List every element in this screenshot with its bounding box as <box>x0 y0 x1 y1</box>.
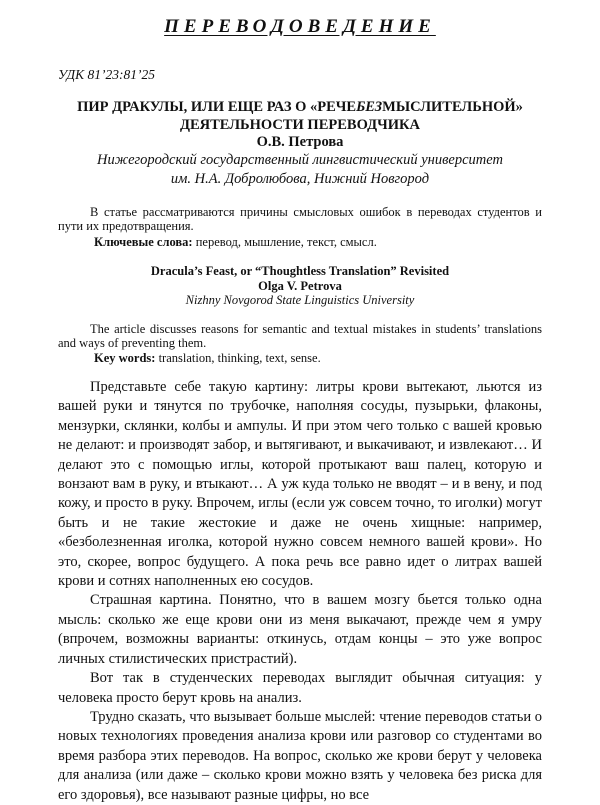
title-part-1: ПИР ДРАКУЛЫ, ИЛИ ЕЩЕ РАЗ О «РЕЧЕ <box>77 99 357 115</box>
article-body <box>58 378 542 805</box>
keywords-ru <box>94 235 377 250</box>
keywords-en <box>94 351 321 366</box>
udk-code: УДК 81’23:81’25 <box>58 67 155 82</box>
abstract-en: The article discusses reasons for semantic and textual mistakes in students’ translations and ways of preventing them. <box>58 322 542 350</box>
title-part-2: БЕЗ <box>356 99 383 115</box>
abstract-ru: В статье рассматриваются причины смысловых ошибок в переводах студентов и пути их предотвращения. <box>58 205 542 233</box>
keywords-en-label: Key words: <box>94 351 156 365</box>
article-title <box>40 98 560 134</box>
english-author: Olga V. Petrova <box>258 279 342 293</box>
author-affiliation <box>0 151 600 189</box>
body-paragraph-2: Страшная картина. Понятно, что в вашем мозгу бьется только одна мысль: сколько же еще крови они из меня выкачают, прежде чем я умру (впрочем, возможны варианты: откинусь, отдам концы – это уже вопрос личных стилистических пристрастий). <box>58 592 542 667</box>
keywords-en-text: translation, thinking, text, sense. <box>155 351 321 365</box>
keywords-ru-text: перевод, мышление, текст, смысл. <box>192 235 377 249</box>
author-name: О.В. Петрова <box>256 134 344 150</box>
body-paragraph-4: Трудно сказать, что вызывает больше мыслей: чтение переводов статьи о новых технологиях проведения анализа крови или разговор со студентами во время разбора этих переводов. На вопрос, сколько же крови берут у человека для анализа (или даже – сколько крови можно взять у человека без риска для его здоровья), все называют разные цифры, но все <box>58 708 543 803</box>
body-paragraph-1: Представьте себе такую картину: литры крови вытекают, льются из вашей руки и тянутся по трубочке, наполняя сосуды, пузырьки, флаконы, мензурки, склянки, колбы и ампулы. И при этом чего только с вашей кровью не делают: и производят забор, и вытягивают, и выкачивают, и извлекают… И делают это с помощью иглы, которой протыкают ваш палец, которую и вонзают вам в руку, и втыкают… А уж куда только не вводят – и в вену, и под кожу, и просто в руку. Впрочем, иглы (если уж совсем точно, то иголки) могут быть и не такие жестокие и даже не очень хищные: например, «безболезненная иголка, которой нужно совсем немного вашей крови». Но это, скорее, вопрос будущего. А пока речь все равно идет о литрах вашей крови и сотнях наполненных ею сосудов. <box>58 379 542 590</box>
section-heading: ПЕРЕВОДОВЕДЕНИЕ <box>164 16 436 37</box>
affiliation-line-2: им. Н.А. Добролюбова, Нижний Новгород <box>170 171 430 187</box>
english-title: Dracula’s Feast, or “Thoughtless Translation” Revisited <box>150 264 450 278</box>
affiliation-line-1: Нижегородский государственный лингвистический университет <box>97 152 503 168</box>
title-part-3: МЫСЛИТЕЛЬНОЙ» ДЕЯТЕЛЬНОСТИ ПЕРЕВОДЧИКА <box>179 99 523 133</box>
english-affiliation: Nizhny Novgorod State Linguistics University <box>185 293 415 307</box>
body-paragraph-3: Вот так в студенческих переводах выглядит обычная ситуация: у человека просто берут кровь на анализ. <box>58 670 542 706</box>
keywords-ru-label: Ключевые слова: <box>94 235 193 249</box>
